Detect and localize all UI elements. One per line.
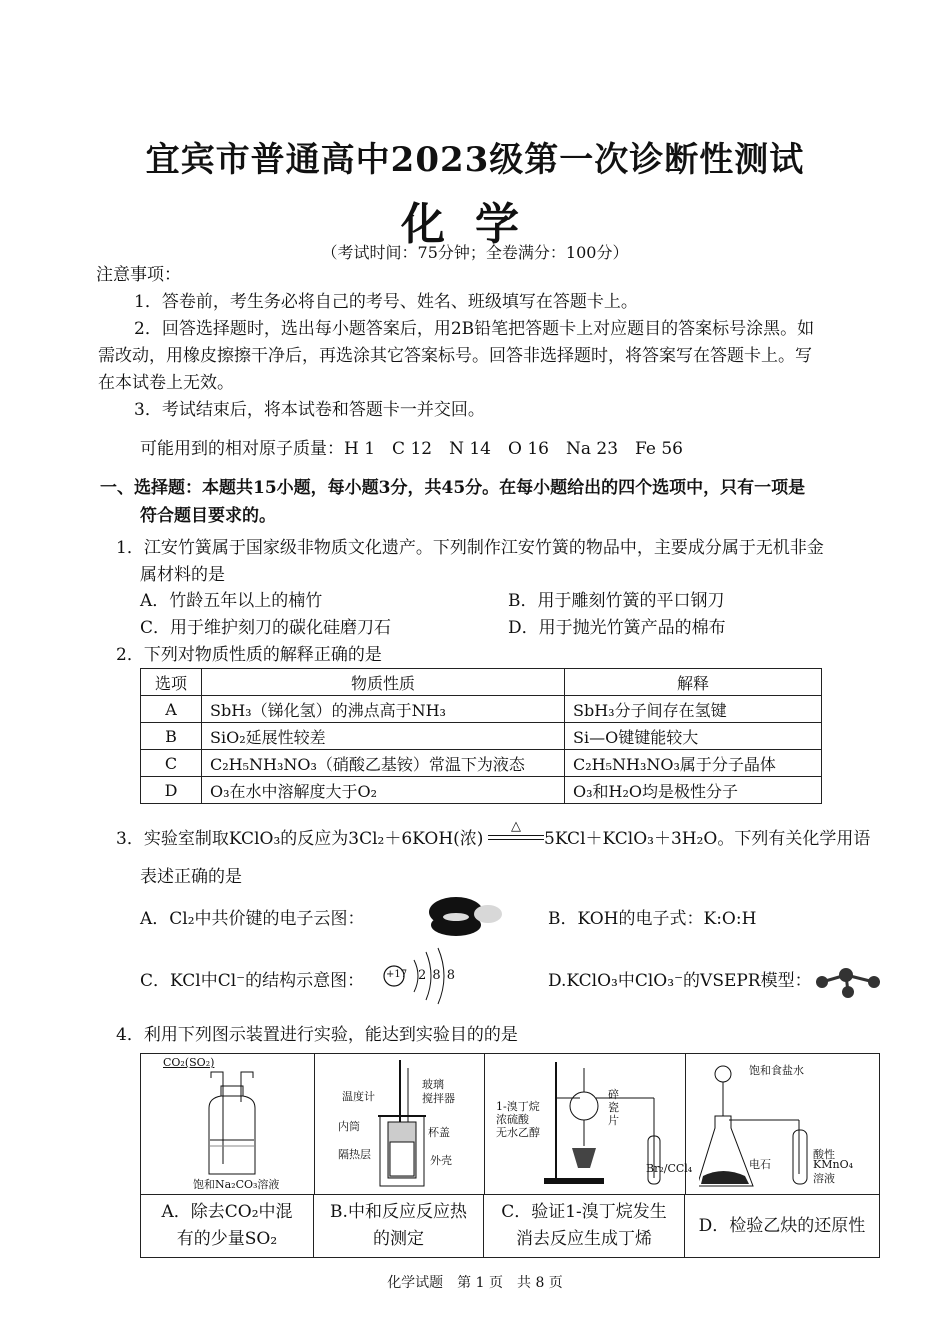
q1-stem-cont: 属材料的是 xyxy=(140,565,225,585)
exam-title: 宜宾市普通高中2023级第一次诊断性测试 xyxy=(145,140,805,180)
table-cell: C xyxy=(141,750,202,777)
calorimeter-icon xyxy=(374,1058,430,1190)
vsepr-model-icon xyxy=(812,962,884,1000)
insulation-label: 隔热层 xyxy=(338,1148,371,1161)
table-cell: C₂H₅NH₃NO₃属于分子晶体 xyxy=(565,750,822,777)
kmno4-label: 酸性 xyxy=(813,1148,835,1161)
section1-heading: 一、选择题：本题共15小题，每小题3分，共45分。在每小题给出的四个选项中，只有一项是 xyxy=(100,478,806,498)
figure-c xyxy=(484,1054,693,1194)
table-cell: O₃在水中溶解度大于O₂ xyxy=(202,777,565,804)
atomic-masses: 可能用到的相对原子质量：H 1 C 12 N 14 O 16 Na 23 Fe 56 xyxy=(140,439,683,459)
table-cell: B xyxy=(141,723,202,750)
table-row xyxy=(141,777,822,804)
caption-line: B.中和反应反应热 xyxy=(330,1202,467,1222)
table-row xyxy=(141,696,822,723)
figure-d xyxy=(685,1054,879,1194)
option-d-caption xyxy=(685,1194,879,1257)
stirrer-label: 搅拌器 xyxy=(422,1092,455,1105)
acetylene-generator-icon xyxy=(699,1058,815,1190)
reagent-label: 1-溴丁烷 xyxy=(496,1100,540,1113)
q3-option-b: B．KOH的电子式：K:O:H xyxy=(548,909,757,929)
q3-option-c: C．KCl中Cl⁻的结构示意图： xyxy=(140,971,365,991)
caption-line: 消去反应生成丁烯 xyxy=(515,1229,652,1249)
inner-cup-label: 内筒 xyxy=(338,1120,360,1133)
brine-label: 饱和食盐水 xyxy=(749,1064,804,1077)
caption-line: 有的少量SO₂ xyxy=(176,1229,278,1249)
q3-option-d: D.KClO₃中ClO₃⁻的VSEPR模型： xyxy=(548,971,812,991)
note-item-2-line2: 需改动，用橡皮擦擦干净后，再选涂其它答案标号。回答非选择题时，将答案写在答题卡上。写 xyxy=(98,346,812,366)
table-cell: SbH₃（锑化氢）的沸点高于NH₃ xyxy=(202,696,565,723)
porcelain-chips-label: 碎瓷片 xyxy=(608,1088,619,1127)
table-row xyxy=(141,723,822,750)
q1-option-b: B．用于雕刻竹簧的平口钢刀 xyxy=(508,591,725,611)
table-header: 解释 xyxy=(565,669,822,696)
kmno4-label: KMnO₄ xyxy=(813,1158,853,1171)
heat-symbol: △ xyxy=(511,819,521,834)
q1-option-a: A．竹龄五年以上的楠竹 xyxy=(140,591,323,611)
q4-apparatus-table xyxy=(140,1053,880,1258)
q1-option-d: D．用于抛光竹簧产品的棉布 xyxy=(508,618,726,638)
nucleus-label: +17 xyxy=(386,969,408,980)
caption-line: A．除去CO₂中混 xyxy=(161,1202,293,1222)
table-row xyxy=(141,750,822,777)
caption-line: C．验证1-溴丁烷发生 xyxy=(501,1202,667,1222)
reagent-label: 浓硫酸 xyxy=(496,1113,529,1126)
q3-stem-part1: 3．实验室制取KClO₃的反应为3Cl₂＋6KOH(浓) xyxy=(116,829,484,849)
shell-label: 外壳 xyxy=(430,1154,452,1167)
option-a-caption xyxy=(141,1194,314,1257)
table-cell: SbH₃分子间存在氢键 xyxy=(565,696,822,723)
trap-label: Br₂/CCl₄ xyxy=(646,1162,693,1175)
q3-reaction-condition xyxy=(488,820,544,840)
section1-heading-cont: 符合题目要求的。 xyxy=(140,506,276,526)
solution-label: 饱和Na₂CO₃溶液 xyxy=(193,1178,280,1191)
reagent-label: 无水乙醇 xyxy=(496,1126,540,1139)
note-item-2-line3: 在本试卷上无效。 xyxy=(98,373,234,393)
lid-label: 杯盖 xyxy=(428,1126,450,1139)
stirrer-label: 玻璃 xyxy=(422,1078,444,1091)
q3-stem-cont: 表述正确的是 xyxy=(140,867,242,887)
note-item-2-line1: 2．回答选择题时，选出每小题答案后，用2B铅笔把答题卡上对应题目的答案标号涂黑。如 xyxy=(134,319,815,339)
table-header: 选项 xyxy=(141,669,202,696)
exam-timing: （考试时间：75分钟；全卷满分：100分） xyxy=(321,243,629,262)
electron-cloud-icon xyxy=(420,892,510,942)
subject-title: 化学 xyxy=(401,199,549,250)
caption-line: D．检验乙炔的还原性 xyxy=(698,1215,866,1236)
table-cell: Si—O键键能较大 xyxy=(565,723,822,750)
q4-stem: 4．利用下列图示装置进行实验，能达到实验目的的是 xyxy=(116,1025,518,1045)
electron-shells-label: 2 8 8 xyxy=(418,968,457,983)
note-item-3: 3．考试结束后，将本试卷和答题卡一并交回。 xyxy=(134,400,485,420)
q3-stem-part2: 5KCl＋KClO₃＋3H₂O。下列有关化学用语 xyxy=(544,829,871,849)
table-header-row xyxy=(141,669,822,696)
carbide-label: 电石 xyxy=(749,1158,771,1171)
equilibrium-arrow xyxy=(488,835,544,840)
caption-line: 的测定 xyxy=(373,1229,424,1249)
note-item-1: 1．答卷前，考生务必将自己的考号、姓名、班级填写在答题卡上。 xyxy=(134,292,638,312)
kmno4-label: 溶液 xyxy=(813,1172,835,1185)
table-cell: A xyxy=(141,696,202,723)
q1-stem: 1．江安竹簧属于国家级非物质文化遗产。下列制作江安竹簧的物品中，主要成分属于无机非金 xyxy=(116,538,824,558)
q2-table xyxy=(140,668,822,804)
thermometer-label: 温度计 xyxy=(342,1090,375,1103)
q1-option-c: C．用于维护刻刀的碳化硅磨刀石 xyxy=(140,618,392,638)
option-b-caption xyxy=(314,1194,484,1257)
q2-stem: 2．下列对物质性质的解释正确的是 xyxy=(116,645,382,665)
option-c-caption xyxy=(484,1194,685,1257)
q3-option-a: A．Cl₂中共价键的电子云图： xyxy=(140,909,365,929)
notes-heading: 注意事项： xyxy=(96,265,181,285)
table-cell: C₂H₅NH₃NO₃（硝酸乙基铵）常温下为液态 xyxy=(202,750,565,777)
table-header: 物质性质 xyxy=(202,669,565,696)
table-cell: O₃和H₂O均是极性分子 xyxy=(565,777,822,804)
table-cell: D xyxy=(141,777,202,804)
gas-label: CO₂(SO₂) xyxy=(163,1056,215,1069)
table-cell: SiO₂延展性较差 xyxy=(202,723,565,750)
page-footer: 化学试题 第 1 页 共 8 页 xyxy=(387,1275,563,1291)
gas-washing-bottle-icon xyxy=(193,1068,273,1180)
figure-a xyxy=(141,1054,315,1194)
elimination-apparatus-icon xyxy=(544,1058,684,1192)
figure-b xyxy=(314,1054,485,1194)
